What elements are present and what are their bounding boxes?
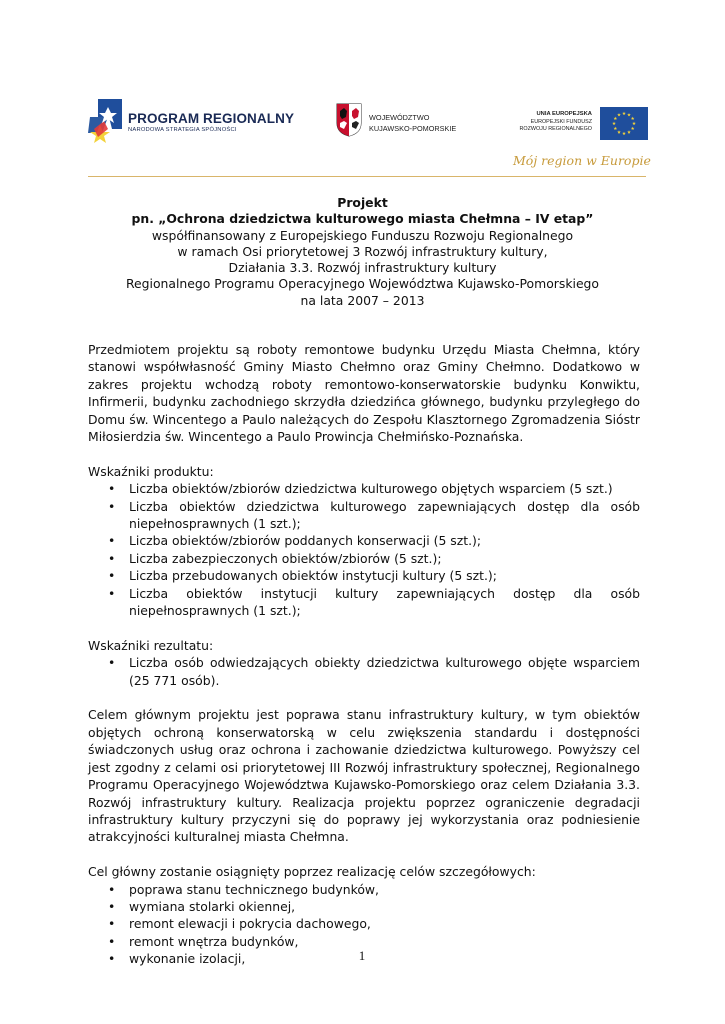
eu-line1: UNIA EUROPEJSKA	[536, 111, 592, 117]
header-divider	[88, 176, 646, 177]
document-body	[88, 341, 640, 968]
program-regionalny-emblem-icon	[88, 99, 126, 145]
eu-text	[520, 111, 592, 134]
program-regionalny-logo	[88, 99, 295, 147]
wojewodztwo-line2: KUJAWSKO-POMORSKIE	[369, 124, 457, 133]
list-item: • remont elewacji i pokrycia dachowego,	[88, 915, 640, 932]
wojewodztwo-logo	[336, 103, 486, 143]
result-indicators-list	[88, 654, 640, 689]
eu-logo	[508, 105, 648, 145]
title-measure: Działania 3.3. Rozwój infrastruktury kultury	[228, 260, 497, 276]
title-program: Regionalnego Programu Operacyjnego Województwa Kujawsko-Pomorskiego	[125, 276, 600, 292]
title-priority-axis: w ramach Osi priorytetowej 3 Rozwój infrastruktury kultury,	[177, 243, 548, 259]
title-period: na lata 2007 – 2013	[300, 292, 425, 308]
page-number: 1	[358, 948, 366, 963]
list-item: • Liczba przebudowanych obiektów instytucji kultury (5 szt.);	[88, 567, 640, 584]
list-item: • Liczba obiektów instytucji kultury zapewniających dostęp dla osób niepełnosprawnych (1 szt.);	[88, 585, 640, 620]
result-indicators-heading: Wskaźniki rezultatu:	[88, 637, 214, 653]
list-item: • poprawa stanu technicznego budynków,	[88, 881, 640, 898]
product-indicators-list	[88, 480, 640, 619]
title-projekt: Projekt	[337, 195, 388, 210]
eu-line2: EUROPEJSKI FUNDUSZ	[530, 118, 592, 125]
coat-of-arms-icon	[336, 103, 362, 137]
eu-flag-icon	[600, 107, 648, 140]
product-indicators-heading: Wskaźniki produktu:	[88, 463, 214, 479]
list-item: • Liczba zabezpieczonych obiektów/zbiorów (5 szt.);	[88, 550, 640, 567]
list-item: • Liczba obiektów dziedzictwa kulturowego zapewniających dostęp dla osób niepełnosprawnych (1 szt.);	[88, 498, 640, 533]
list-item: • remont wnętrza budynków,	[88, 933, 640, 950]
intro-paragraph: Przedmiotem projektu są roboty remontowe budynku Urzędu Miasta Chełmna, który stanowi współwłasność Gminy Miasto Chełmno oraz Gminy Chełmno. Dodatkowo w zakres projektu wchodzą roboty remontowo-konserwatorskie budynku Konwiktu, Infirmerii, budynku zachodniego skrzydła dziedzińca głównego, budynku przyległego do Domu św. Wincentego a Paulo należących do Zespołu Klasztornego Zgromadzenia Sióstr Miłosierdzia św. Wincentego a Paulo Prowincja Chełmińsko-Poznańska.	[88, 342, 640, 445]
program-regionalny-subtitle: NARODOWA STRATEGIA SPÓJNOŚCI	[128, 127, 237, 133]
list-item: • wymiana stolarki okiennej,	[88, 898, 640, 915]
list-item: • Liczba obiektów/zbiorów poddanych konserwacji (5 szt.);	[88, 532, 640, 549]
program-regionalny-title: PROGRAM REGIONALNY	[128, 111, 295, 126]
list-item: • Liczba osób odwiedzających obiekty dziedzictwa kulturowego objęte wsparciem (25 771 osób).	[88, 654, 640, 689]
document-header	[88, 95, 651, 185]
project-title-block	[70, 195, 655, 309]
wojewodztwo-name	[369, 112, 456, 134]
main-goal-paragraph: Celem głównym projektu jest poprawa stanu infrastruktury kultury, w tym obiektów objętych ochroną konserwatorską w celu zwiększenia standardu i dostępności świadczonych usług oraz ochrona i zachowanie dziedzictwa kulturowego. Powyższy cel jest zgodny z celami osi priorytetowej III Rozwój infrastruktury społecznej, Regionalnego Programu Operacyjnego Województwa Kujawsko-Pomorskiego oraz celem Działania 3.3. Rozwój infrastruktury kultury. Realizacja projektu poprzez ograniczenie degradacji infrastruktury kultury przyczyni się do poprawy jej wykorzystania oraz podniesienie atrakcyjności kulturalnej miasta Chełmna.	[88, 707, 640, 845]
specific-goals-heading: Cel główny zostanie osiągnięty poprzez realizację celów szczegółowych:	[88, 864, 536, 880]
eu-line3: ROZWOJU REGIONALNEGO	[519, 126, 592, 133]
slogan: Mój region w Europie	[513, 153, 651, 168]
title-project-name: pn. „Ochrona dziedzictwa kulturowego miasta Chełmna – IV etap”	[131, 211, 594, 227]
list-item: • Liczba obiektów/zbiorów dziedzictwa kulturowego objętych wsparciem (5 szt.)	[88, 480, 640, 497]
list-item: • wykonanie izolacji,	[88, 950, 640, 967]
title-cofinancing: współfinansowany z Europejskiego Funduszu Rozwoju Regionalnego	[151, 227, 574, 243]
wojewodztwo-line1: WOJEWÓDZTWO	[369, 113, 430, 122]
